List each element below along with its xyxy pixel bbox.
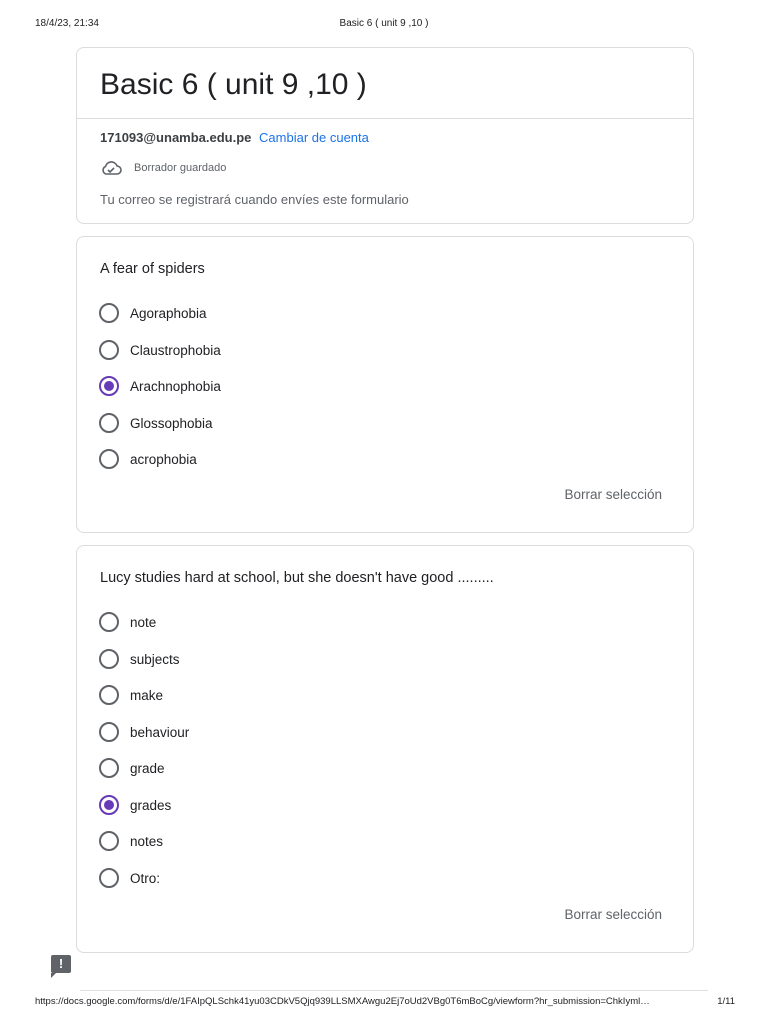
option-label: acrophobia — [130, 451, 197, 467]
question-title: A fear of spiders — [100, 261, 205, 277]
switch-account-link[interactable]: Cambiar de cuenta — [259, 130, 369, 145]
option-label: grades — [130, 797, 172, 813]
account-email: 171093@unamba.edu.pe — [100, 130, 252, 145]
option-notes[interactable] — [99, 830, 163, 852]
print-title: Basic 6 ( unit 9 ,10 ) — [339, 18, 429, 29]
print-datetime: 18/4/23, 21:34 — [35, 18, 99, 29]
option-label: Otro: — [130, 870, 161, 886]
option-acrophobia[interactable] — [99, 448, 197, 470]
radio-button[interactable] — [99, 449, 119, 469]
radio-button[interactable] — [99, 868, 119, 888]
radio-button[interactable] — [99, 722, 119, 742]
radio-button[interactable] — [99, 413, 119, 433]
page-number: 1/11 — [717, 996, 735, 1007]
option-label: Claustrophobia — [130, 342, 221, 358]
radio-button[interactable] — [99, 303, 119, 323]
option-grades[interactable] — [99, 794, 171, 816]
form-title: Basic 6 ( unit 9 ,10 ) — [100, 68, 367, 101]
header-divider — [77, 118, 693, 119]
print-header — [0, 18, 768, 32]
option-agoraphobia[interactable] — [99, 302, 207, 324]
option-arachnophobia[interactable] — [99, 375, 221, 397]
account-row — [100, 130, 369, 145]
option-make[interactable] — [99, 684, 163, 706]
radio-button[interactable] — [99, 612, 119, 632]
draft-status — [100, 160, 226, 176]
form-header-card — [76, 47, 694, 224]
radio-button-checked[interactable] — [99, 795, 119, 815]
option-grade[interactable] — [99, 757, 165, 779]
radio-button-checked[interactable] — [99, 376, 119, 396]
question-card-2 — [76, 545, 694, 953]
cloud-done-icon — [100, 160, 122, 176]
report-problem-icon[interactable]: ! — [51, 955, 71, 973]
option-label: grade — [130, 760, 165, 776]
email-notice: Tu correo se registrará cuando envíes este formulario — [100, 192, 409, 207]
question-title: Lucy studies hard at school, but she doesn't have good ......... — [100, 570, 494, 586]
question-card-1 — [76, 236, 694, 533]
clear-selection-button[interactable]: Borrar selección — [564, 907, 662, 922]
option-label: Agoraphobia — [130, 305, 207, 321]
radio-button[interactable] — [99, 685, 119, 705]
option-label: behaviour — [130, 724, 190, 740]
option-note[interactable] — [99, 611, 156, 633]
option-label: make — [130, 687, 164, 703]
draft-status-label: Borrador guardado — [134, 162, 227, 174]
option-other[interactable] — [99, 867, 160, 889]
option-label: note — [130, 614, 157, 630]
option-label: subjects — [130, 651, 180, 667]
radio-button[interactable] — [99, 831, 119, 851]
option-label: Arachnophobia — [130, 378, 221, 394]
option-label: Glossophobia — [130, 415, 213, 431]
print-url: https://docs.google.com/forms/d/e/1FAIpQLSchk41yu03CDkV5Qjq939LLSMXAwgu2Ej7oUd2VBg0T6mBoCg/viewform?hr_submission=ChkIyml… — [35, 996, 650, 1007]
option-claustrophobia[interactable] — [99, 339, 221, 361]
footer-divider — [80, 990, 708, 991]
radio-button[interactable] — [99, 340, 119, 360]
clear-selection-button[interactable]: Borrar selección — [564, 487, 662, 502]
option-subjects[interactable] — [99, 648, 180, 670]
radio-button[interactable] — [99, 649, 119, 669]
option-glossophobia[interactable] — [99, 412, 213, 434]
option-label: notes — [130, 833, 164, 849]
radio-button[interactable] — [99, 758, 119, 778]
option-behaviour[interactable] — [99, 721, 189, 743]
